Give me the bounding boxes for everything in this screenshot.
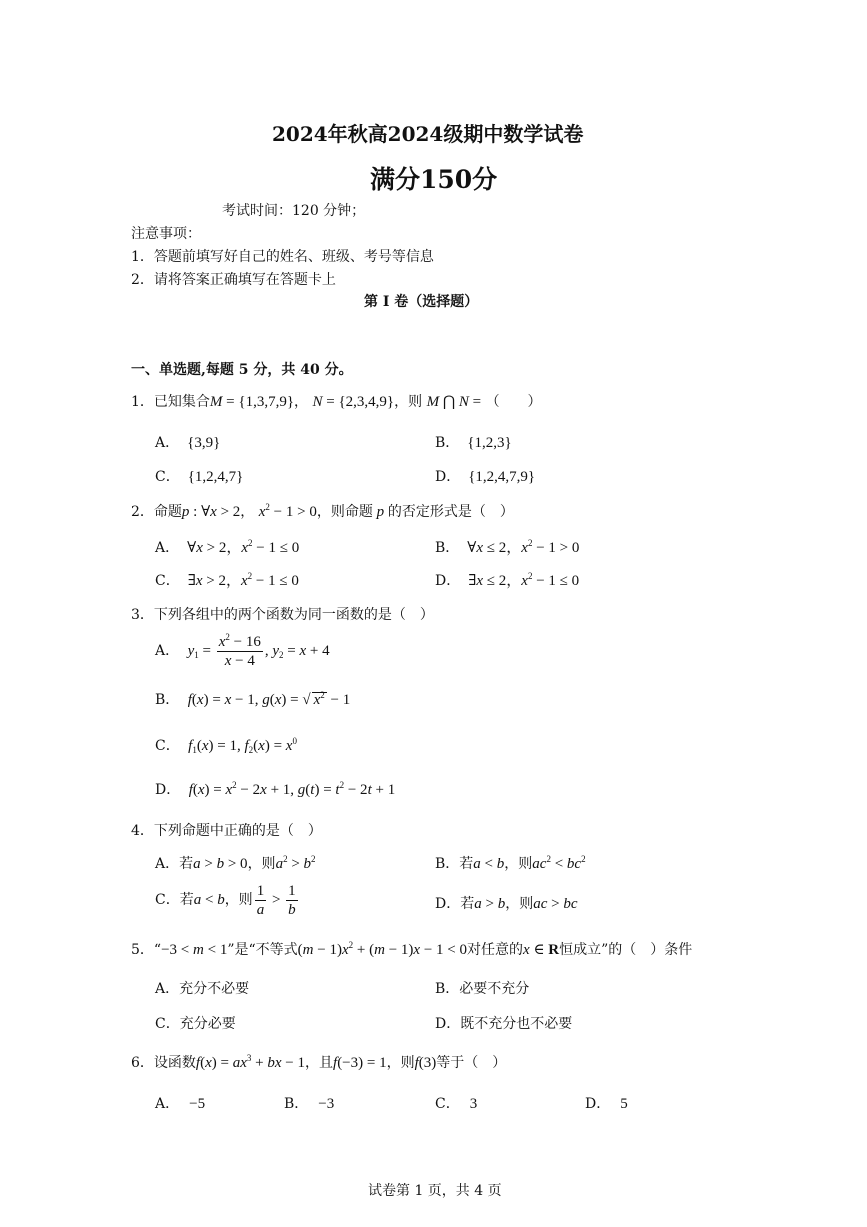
q2-option-b[interactable]: B． ∀x ≤ 2，$x^2 - 1 > 0$ bbox=[435, 538, 580, 556]
q1-number: 1． bbox=[131, 394, 154, 410]
note-1: 1．答题前填写好自己的姓名、班级、考号等信息 bbox=[131, 249, 434, 265]
exam-title: 2024年秋高2024级期中数学试卷 bbox=[272, 122, 584, 146]
q1-option-c[interactable]: C． {1,2,4,7} bbox=[155, 469, 244, 485]
q5-option-b[interactable]: B．必要不充分 bbox=[435, 981, 530, 997]
q6-option-c[interactable]: C． 3 bbox=[435, 1096, 478, 1112]
q1-option-d[interactable]: D． {1,2,4,7,9} bbox=[435, 469, 536, 485]
q6-option-d[interactable]: D． 5 bbox=[585, 1096, 628, 1112]
q3-option-c[interactable]: C． $f_1(x) = 1$, $f_2(x) = x^0$ bbox=[155, 736, 297, 755]
q5-option-a[interactable]: A．充分不必要 bbox=[155, 981, 250, 997]
q6-option-a[interactable]: A． −5 bbox=[155, 1096, 206, 1112]
q5-option-c[interactable]: C．充分必要 bbox=[155, 1016, 236, 1032]
q3-option-d[interactable]: D． $f(x) = x^2 - 2x + 1$, $g(t) = t^2 - 2t + 1$ bbox=[155, 780, 396, 798]
section-title: 一、单选题,每题 5 分，共 40 分。 bbox=[131, 362, 353, 378]
q1-option-a[interactable]: A． {3,9} bbox=[155, 435, 221, 451]
q6-option-b[interactable]: B． −3 bbox=[284, 1096, 335, 1112]
question-4: 4．下列命题中正确的是（ ） bbox=[131, 823, 322, 839]
full-score: 满分150分 bbox=[370, 165, 498, 194]
page-footer: 试卷第 1 页，共 4 页 bbox=[368, 1183, 502, 1199]
q2-option-d[interactable]: D． ∃x ≤ 2，$x^2 - 1 \le 0$ bbox=[435, 571, 580, 589]
question-2: 2．命题p : ∀x > 2， $x^2 - 1 > 0$，则命题 p 的否定形式是（ ） bbox=[131, 502, 514, 520]
q1-option-b[interactable]: B． {1,2,3} bbox=[435, 435, 512, 451]
q5-option-d[interactable]: D．既不充分也不必要 bbox=[435, 1016, 573, 1032]
volume-title: 第 I 卷（选择题） bbox=[364, 294, 479, 310]
q4-option-d[interactable]: D．若a > b，则ac > bc bbox=[435, 896, 578, 912]
question-3: 3．下列各组中的两个函数为同一函数的是（ ） bbox=[131, 607, 434, 623]
question-1: 1．已知集合M = {1,3,7,9}， N = {2,3,4,9}，则 M ⋂ N = （ ） bbox=[131, 394, 542, 410]
q3-option-a[interactable]: A． $y_1$ = $\frac{x^2 - 16}{x - 4}$ , $y_2 = x + 4$ bbox=[155, 632, 330, 669]
q2-option-a[interactable]: A． ∀x > 2，$x^2 - 1 \le 0$ bbox=[155, 538, 300, 556]
notes-title: 注意事项： bbox=[131, 226, 201, 242]
q3-option-b[interactable]: B． f(x) = x − 1, g(x) = √ $x^2 - 1$ bbox=[155, 690, 351, 708]
q4-option-b[interactable]: B．若a < b，则$ac^2 < bc^2$ bbox=[435, 854, 586, 872]
note-2: 2．请将答案正确填写在答题卡上 bbox=[131, 272, 336, 288]
exam-time: 考试时间：120 分钟； bbox=[222, 203, 366, 219]
question-6: 6．设函数$f(x) = ax^3$ + bx − 1，且f(−3) = 1，则f(3)等于（ ） bbox=[131, 1053, 507, 1071]
q4-option-a[interactable]: A．若a > b > 0，则$a^2 > b^2$ bbox=[155, 854, 316, 872]
q2-option-c[interactable]: C． ∃x > 2，$x^2 - 1 \le 0$ bbox=[155, 571, 299, 589]
question-5: 5．“−3 < m < 1”是“不等式$(m - 1)x^2 + (m - 1)x - 1 < 0$对任意的x ∈ R恒成立”的（ ）条件 bbox=[131, 940, 693, 958]
q4-option-c[interactable]: C．若a < b，则 $\frac{1}{a}$ > $\frac{1}{b}$ bbox=[155, 883, 296, 918]
